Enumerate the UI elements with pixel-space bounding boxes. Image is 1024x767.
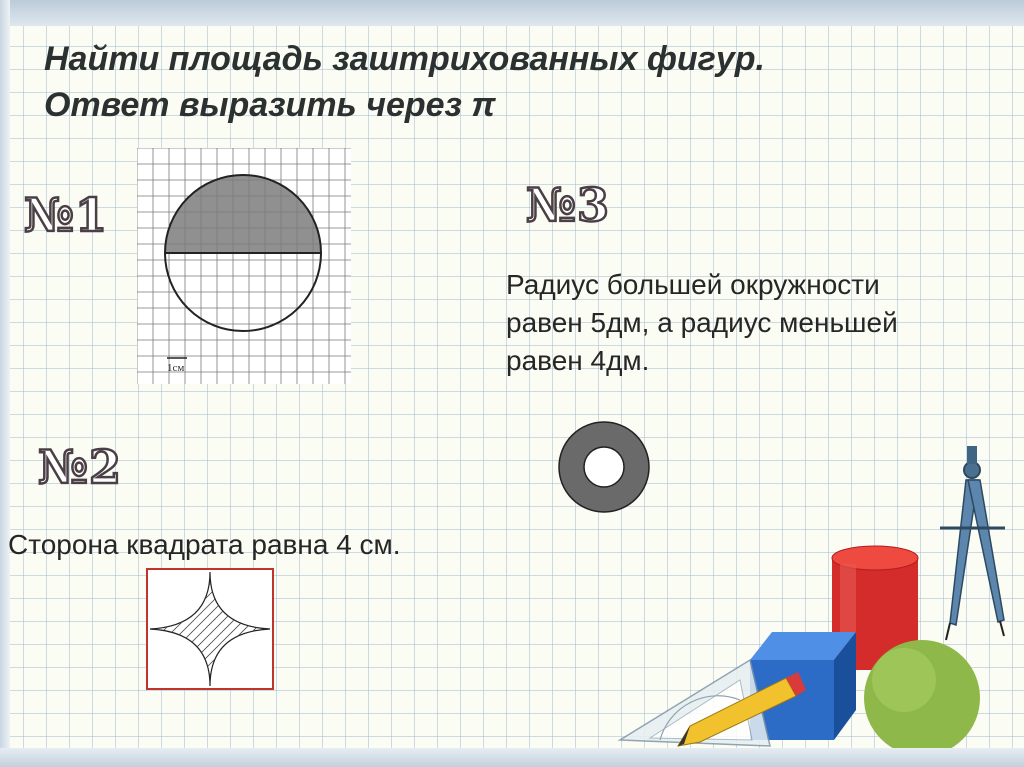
page-title: Найти площадь заштрихованных фигур. Ответ выразить через π	[44, 40, 765, 124]
scale-label: 1см	[167, 362, 185, 374]
problem-2-figure	[146, 568, 274, 690]
top-band	[0, 0, 1024, 26]
problem-2-text: Сторона квадрата равна 4 см.	[8, 529, 401, 560]
problem-1-number: №1	[24, 188, 109, 242]
problem-3-text: Радиус большей окружности равен 5дм, а радиус меньшей равен 4дм.	[506, 269, 898, 376]
compass-icon	[940, 446, 1005, 640]
geometry-illustration	[600, 440, 1024, 748]
left-band	[0, 0, 10, 767]
bottom-band	[0, 748, 1024, 767]
problem-3-number: №3	[526, 178, 611, 232]
problem-2-number: №2	[38, 440, 123, 494]
problem-1-figure	[137, 148, 351, 384]
